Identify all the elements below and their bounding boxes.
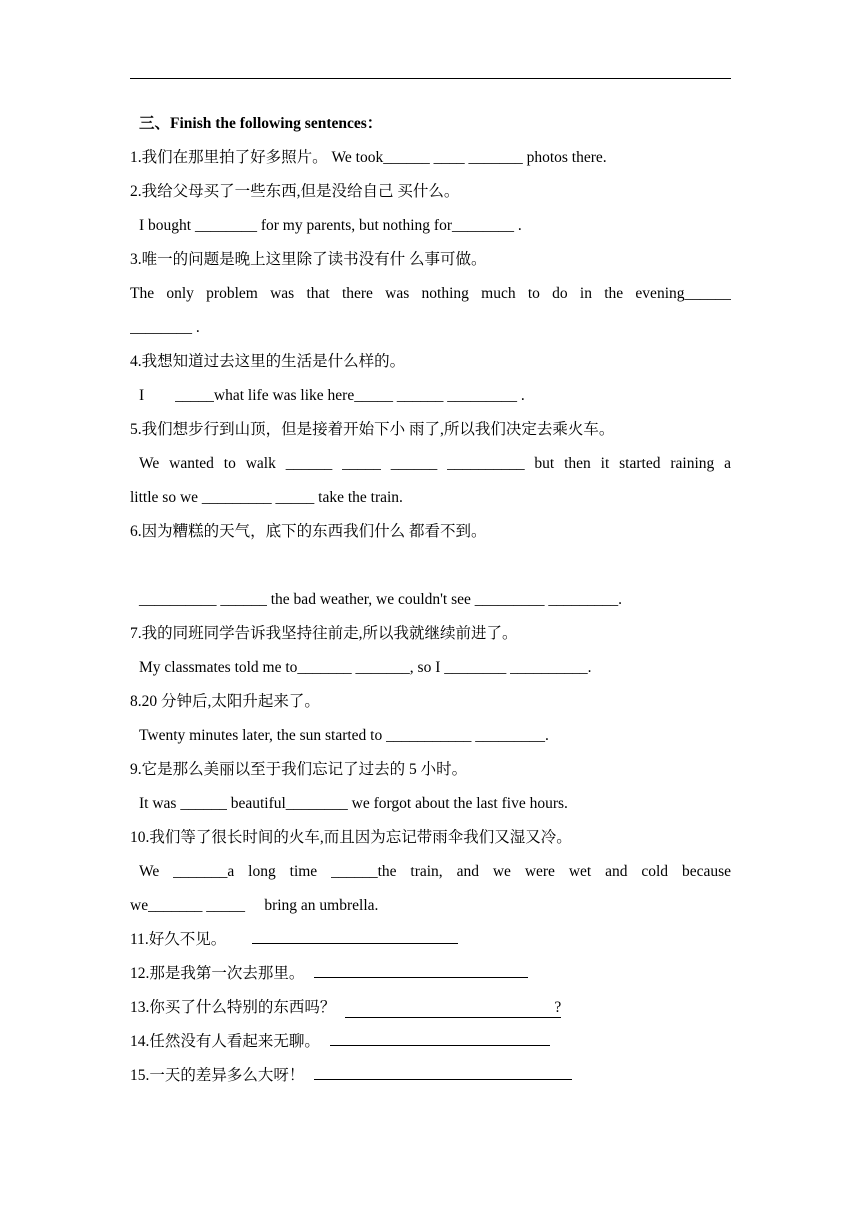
question-1: 1.我们在那里拍了好多照片。 We took______ ____ _______ photos there. xyxy=(130,149,607,166)
question-7-chinese: 7.我的同班同学告诉我坚持往前走,所以我就继续前进了。 xyxy=(130,625,518,642)
question-13-text: 13.你买了什么特别的东西吗？ xyxy=(130,999,336,1016)
blank-gap xyxy=(130,549,731,583)
question-15 xyxy=(130,1059,731,1093)
section-title: 三、Finish the following sentences： xyxy=(139,115,383,132)
question-5-chinese: 5.我们想步行到山顶，但是接着开始下小 雨了,所以我们决定去乘火车。 xyxy=(130,421,615,438)
question-3-english: The only problem was that there was nothing much to do in the evening______ xyxy=(130,285,731,302)
question-6-chinese: 6.因为糟糕的天气，底下的东西我们什么 都看不到。 xyxy=(130,523,487,540)
question-3-english-cont: ________ . xyxy=(130,319,200,336)
question-7-english: My classmates told me to_______ _______, so I ________ __________. xyxy=(139,659,592,676)
header-rule xyxy=(130,78,731,79)
answer-line-13 xyxy=(345,999,561,1018)
question-14-text: 14.任然没有人看起来无聊。 xyxy=(130,1033,320,1050)
question-6-english: __________ ______ the bad weather, we couldn't see _________ _________. xyxy=(139,591,623,608)
question-15-text: 15.一天的差异多么大呀！ xyxy=(130,1067,305,1084)
question-8-english: Twenty minutes later, the sun started to ___________ _________. xyxy=(139,727,549,744)
question-10-english-cont: we_______ _____ bring an umbrella. xyxy=(130,897,379,914)
question-13 xyxy=(130,991,731,1025)
question-mark: ? xyxy=(554,999,562,1016)
question-10-english: We _______a long time ______the train, and we were wet and cold because xyxy=(139,863,731,880)
answer-line-14 xyxy=(330,1029,550,1046)
question-4-chinese: 4.我想知道过去这里的生活是什么样的。 xyxy=(130,353,406,370)
exercise-section xyxy=(130,107,731,1093)
question-11-text: 11.好久不见。 xyxy=(130,931,227,948)
question-11 xyxy=(130,923,731,957)
question-5-english: We wanted to walk ______ _____ ______ __________ but then it started raining a xyxy=(139,455,731,472)
question-12-text: 12.那是我第一次去那里。 xyxy=(130,965,305,982)
answer-line-11 xyxy=(252,927,458,944)
question-12 xyxy=(130,957,731,991)
question-10-chinese: 10.我们等了很长时间的火车,而且因为忘记带雨伞我们又湿又冷。 xyxy=(130,829,572,846)
question-9-chinese: 9.它是那么美丽以至于我们忘记了过去的 5 小时。 xyxy=(130,761,468,778)
answer-line-12 xyxy=(314,961,528,978)
answer-line-15 xyxy=(314,1063,572,1080)
question-2-chinese: 2.我给父母买了一些东西,但是没给自己 买什么。 xyxy=(130,183,460,200)
question-5-english-cont: little so we _________ _____ take the train. xyxy=(130,489,403,506)
question-8-chinese: 8.20 分钟后,太阳升起来了。 xyxy=(130,693,320,710)
question-9-english: It was ______ beautiful________ we forgot about the last five hours. xyxy=(139,795,568,812)
question-3-chinese: 3.唯一的问题是晚上这里除了读书没有什 么事可做。 xyxy=(130,251,487,268)
question-4-english: I _____what life was like here_____ ______ _________ . xyxy=(139,387,525,404)
question-14 xyxy=(130,1025,731,1059)
question-2-english: I bought ________ for my parents, but nothing for________ . xyxy=(139,217,522,234)
